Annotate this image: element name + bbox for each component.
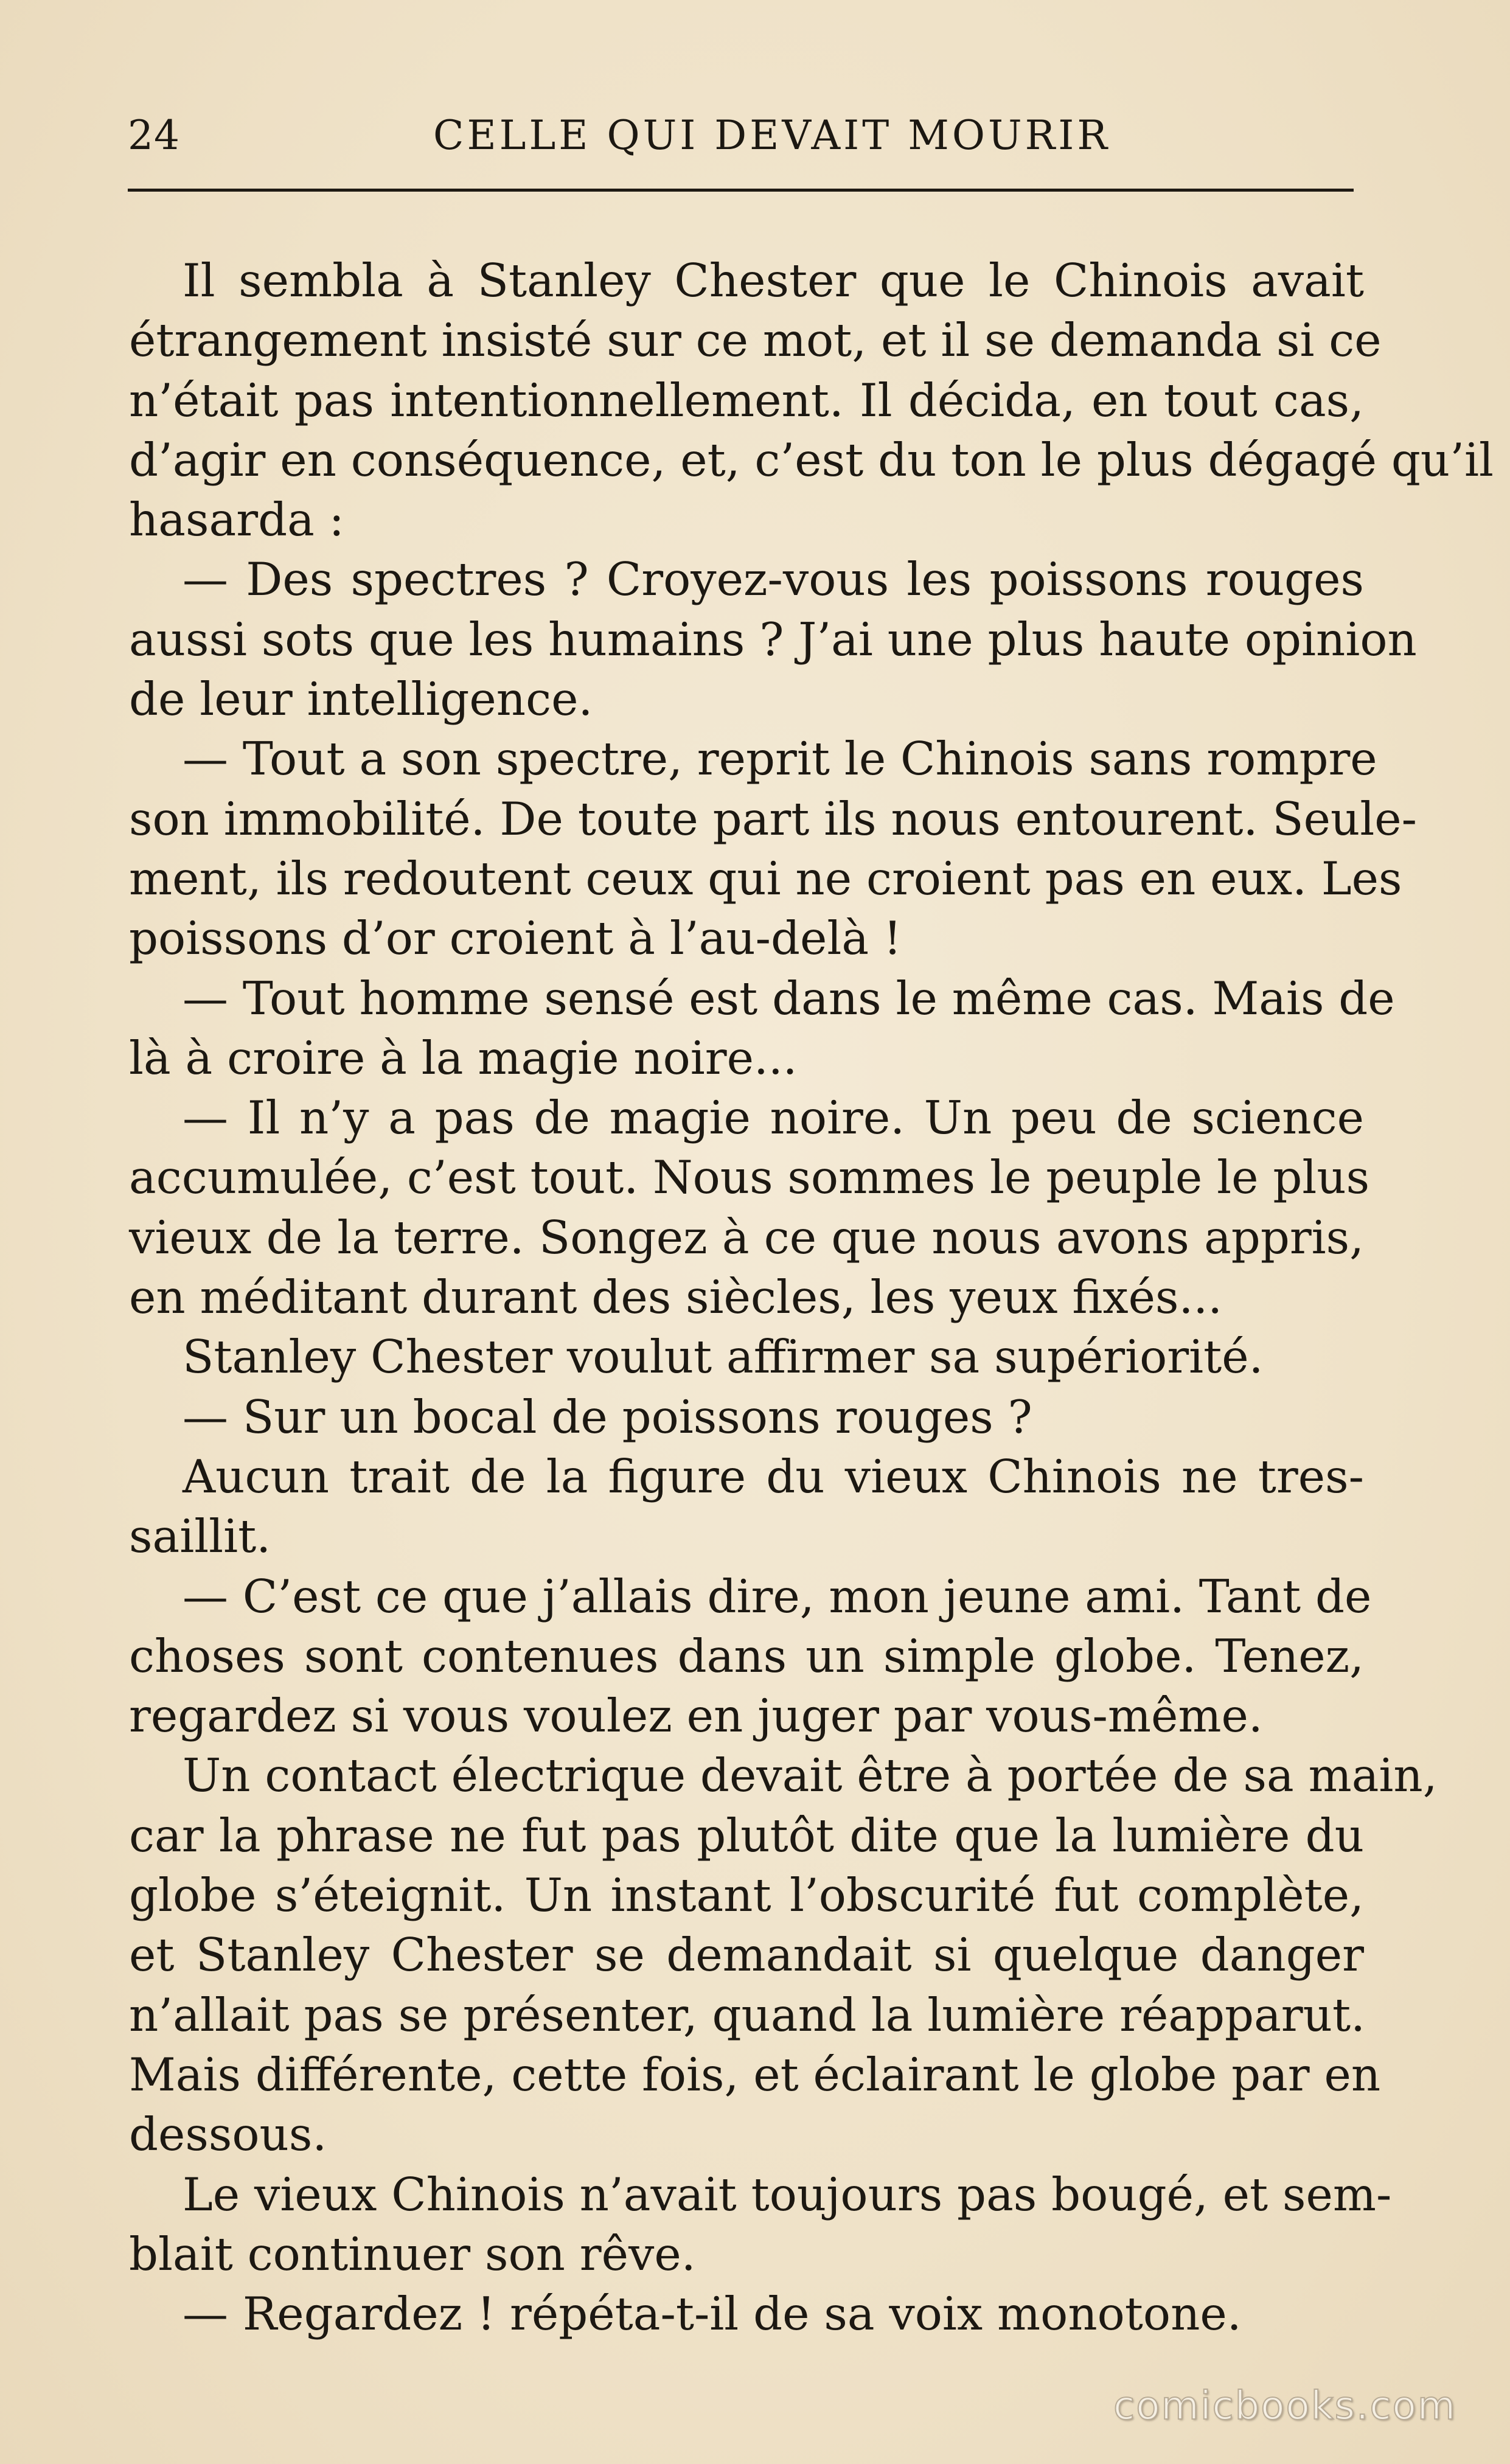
text-line: Le vieux Chinois n’avait toujours pas bougé, et sem- bbox=[183, 2167, 1392, 2221]
text-line: poissons d’or croient à l’au-delà ! bbox=[129, 911, 902, 966]
text-line: là à croire à la magie noire... bbox=[129, 1031, 798, 1085]
text-line: étrangement insisté sur ce mot, et il se demanda si ce bbox=[129, 313, 1382, 367]
text-line: n’était pas intentionnellement. Il décida, en tout cas, bbox=[129, 373, 1364, 427]
text-line: Stanley Chester voulut affirmer sa supériorité. bbox=[183, 1330, 1264, 1384]
text-line: car la phrase ne fut pas plutôt dite que la lumière du bbox=[129, 1808, 1364, 1862]
text-line: en méditant durant des siècles, les yeux fixés... bbox=[129, 1270, 1223, 1324]
running-title: CELLE QUI DEVAIT MOURIR bbox=[433, 112, 1111, 159]
text-line: de leur intelligence. bbox=[129, 672, 593, 726]
text-line: — Regardez ! répéta-t-il de sa voix monotone. bbox=[183, 2287, 1242, 2341]
text-line: — Il n’y a pas de magie noire. Un peu de science bbox=[183, 1091, 1364, 1145]
text-line: — Tout a son spectre, reprit le Chinois sans rompre bbox=[183, 732, 1377, 786]
text-line: Il sembla à Stanley Chester que le Chinois avait bbox=[183, 254, 1364, 307]
text-line: dessous. bbox=[129, 2107, 327, 2162]
text-line: choses sont contenues dans un simple globe. Tenez, bbox=[129, 1629, 1364, 1683]
text-line: et Stanley Chester se demandait si quelque danger bbox=[129, 1928, 1364, 1982]
text-line: — C’est ce que j’allais dire, mon jeune ami. Tant de bbox=[183, 1569, 1372, 1623]
text-line: blait continuer son rêve. bbox=[129, 2227, 696, 2281]
text-line: globe s’éteignit. Un instant l’obscurité fut complète, bbox=[129, 1868, 1364, 1923]
text-line: — Sur un bocal de poissons rouges ? bbox=[183, 1390, 1032, 1444]
text-line: d’agir en conséquence, et, c’est du ton le plus dégagé qu’il bbox=[129, 433, 1494, 487]
text-line: Mais différente, cette fois, et éclairant le globe par en bbox=[129, 2047, 1381, 2101]
text-line: aussi sots que les humains ? J’ai une plus haute opinion bbox=[129, 612, 1417, 666]
page-number: 24 bbox=[128, 112, 180, 159]
text-line: — Des spectres ? Croyez-vous les poissons rouges bbox=[183, 552, 1364, 607]
text-line: ment, ils redoutent ceux qui ne croient pas en eux. Les bbox=[129, 851, 1402, 905]
text-line: hasarda : bbox=[129, 493, 344, 547]
page-header bbox=[128, 108, 1355, 163]
text-line: son immobilité. De toute part ils nous entourent. Seule- bbox=[129, 792, 1418, 846]
watermark: comicbooks.com bbox=[1113, 2384, 1457, 2429]
text-line: regardez si vous voulez en juger par vous-même. bbox=[129, 1689, 1263, 1743]
text-line: n’allait pas se présenter, quand la lumière réapparut. bbox=[129, 1988, 1365, 2042]
text-line: — Tout homme sensé est dans le même cas. Mais de bbox=[183, 971, 1395, 1025]
text-line: saillit. bbox=[129, 1509, 271, 1564]
text-line: Un contact électrique devait être à portée de sa main, bbox=[183, 1749, 1438, 1803]
text-line: accumulée, c’est tout. Nous sommes le peuple le plus bbox=[129, 1150, 1370, 1205]
text-line: Aucun trait de la figure du vieux Chinois ne tres- bbox=[183, 1449, 1364, 1503]
body-text bbox=[129, 251, 1494, 2344]
text-line: vieux de la terre. Songez à ce que nous avons appris, bbox=[129, 1210, 1364, 1264]
header-rule bbox=[128, 189, 1354, 192]
